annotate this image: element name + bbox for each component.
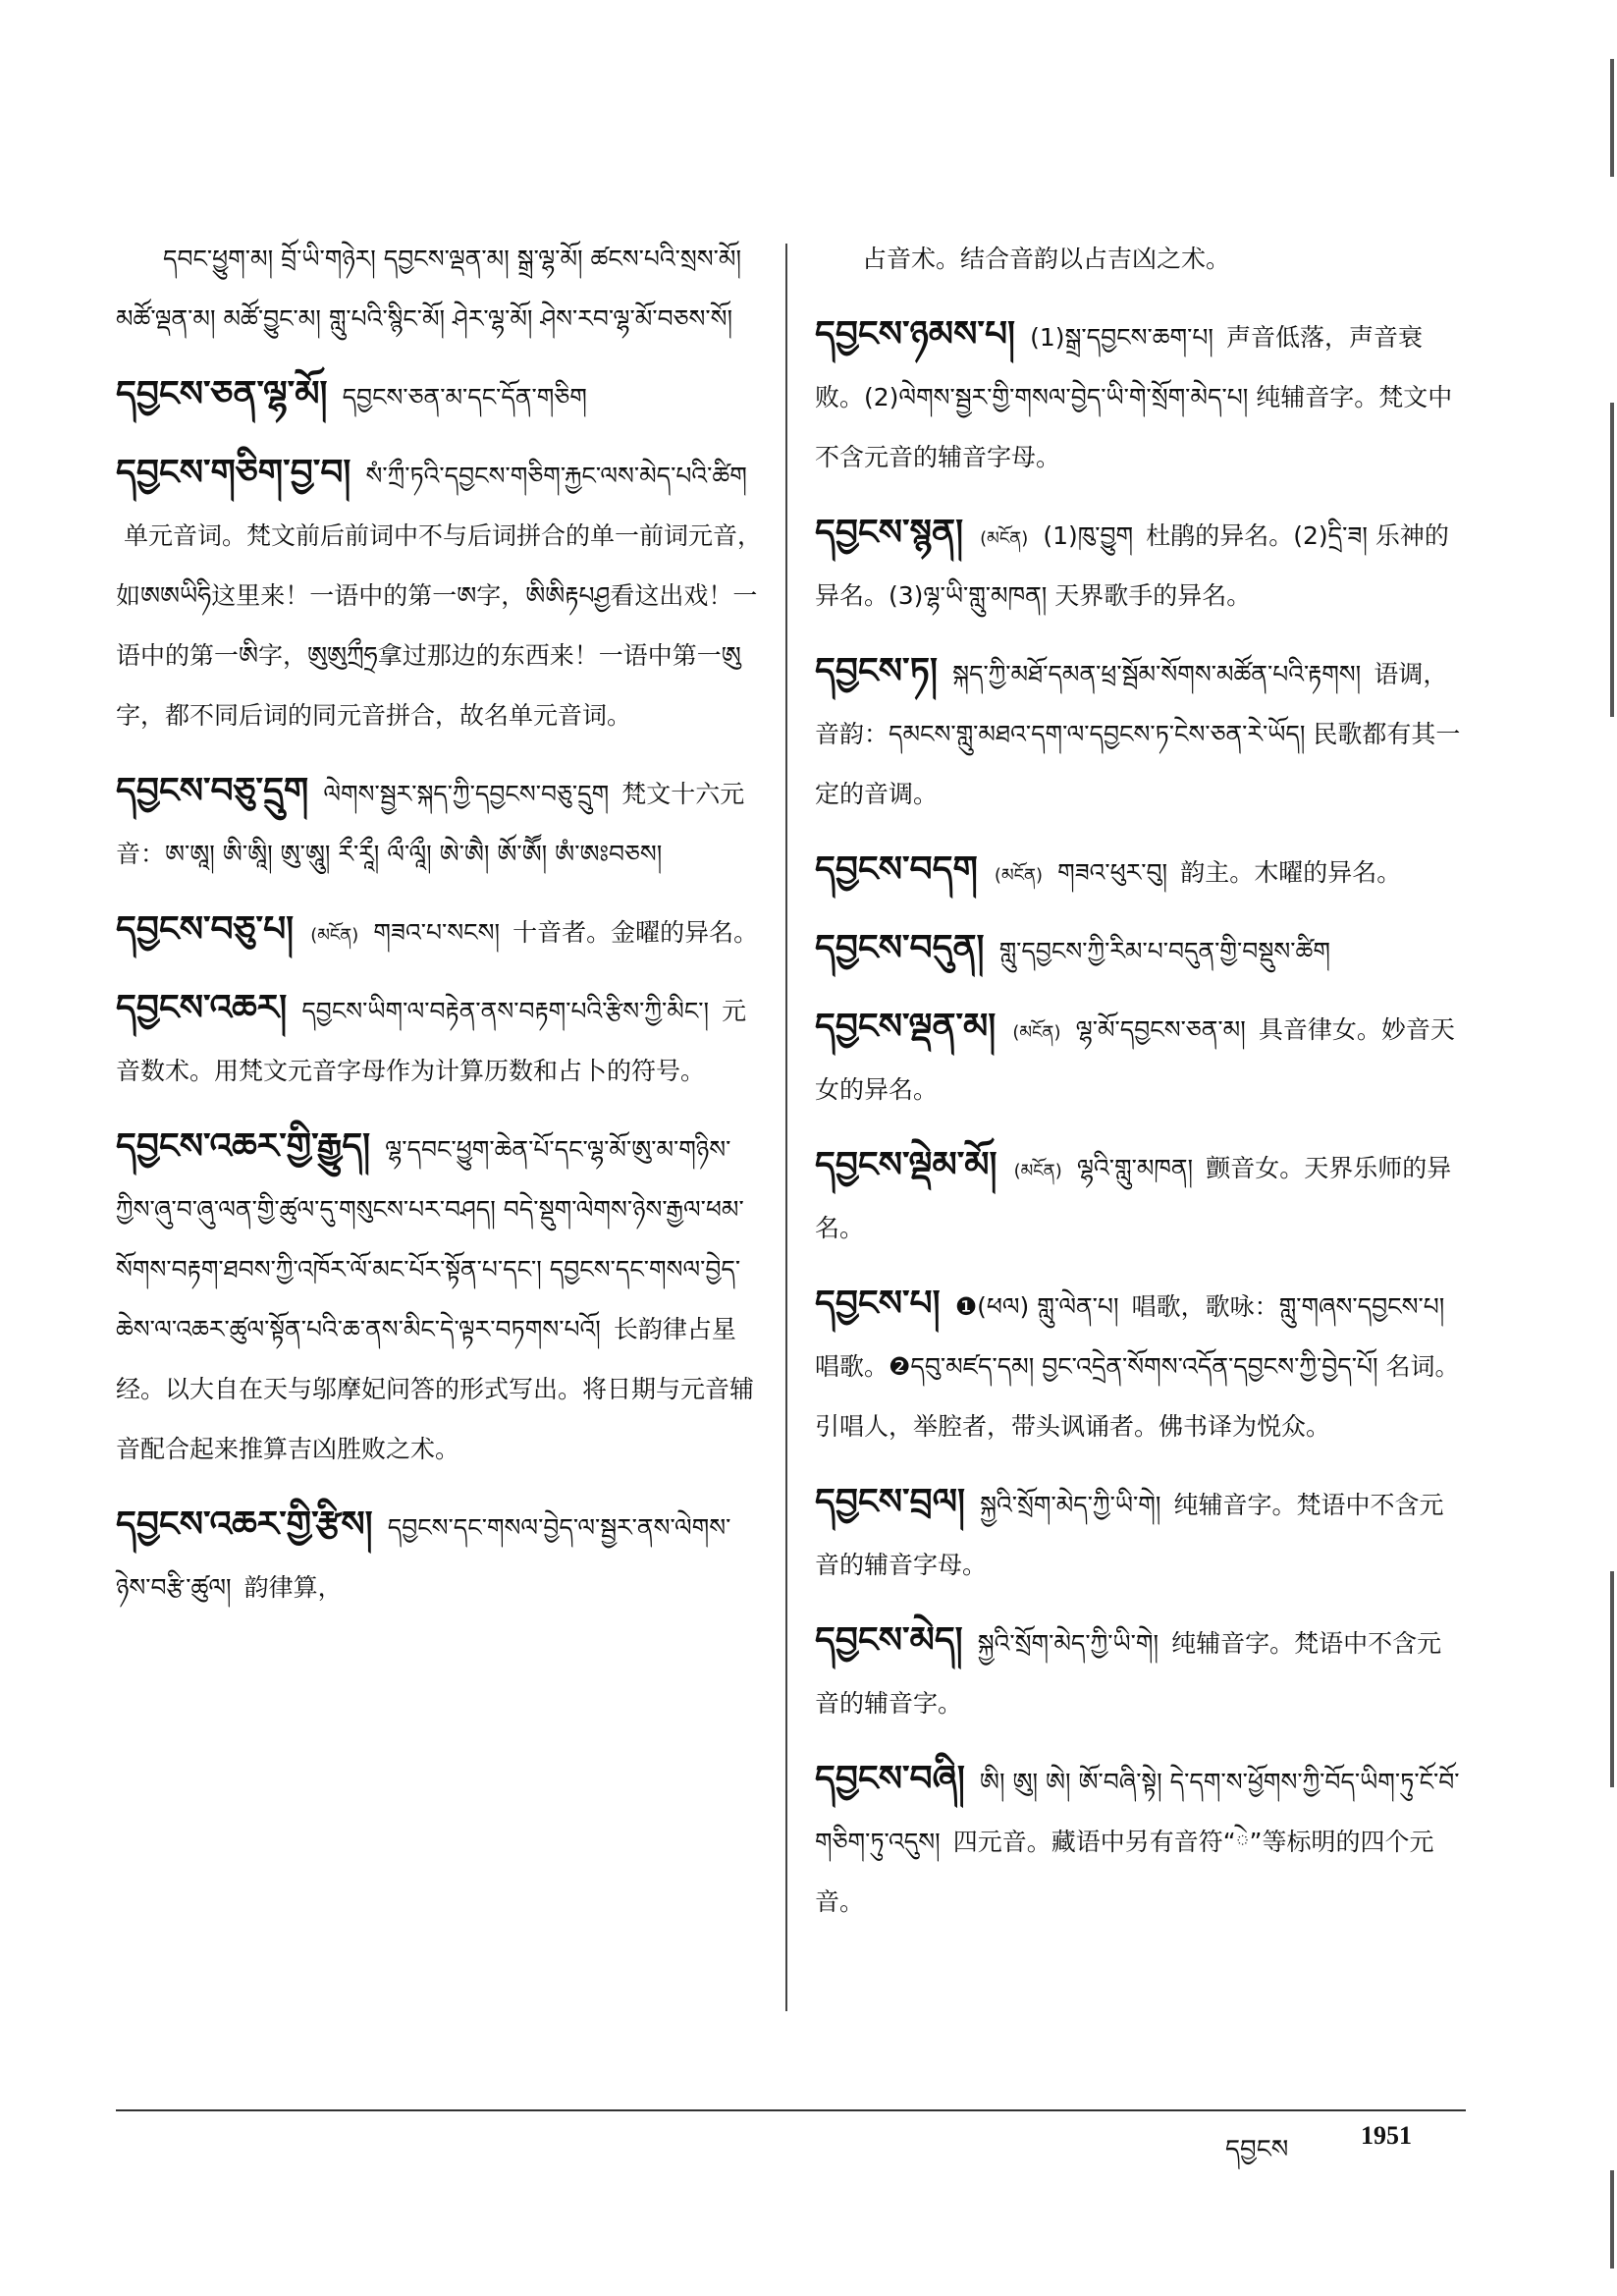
entry-label: (མངོན) — [1012, 1022, 1061, 1043]
entry-chinese: 颤音女。天界乐师的异名。 — [815, 1154, 1452, 1242]
entry-tibetan: (1)སྒྲ་དབྱངས་ཆག་པ། — [1030, 323, 1213, 352]
entry-headword: དབྱངས་ཉམས་པ། — [815, 314, 1016, 355]
entry — [815, 1474, 1463, 1597]
entry — [116, 366, 764, 429]
entry-headword: དབྱངས་ཅན་ལྷ་མོ། — [116, 374, 328, 414]
entry-tibetan: དབྱངས་དང་གསལ་བྱེད་ལ་སྦྱར་ནས་ལེགས་ཉེས་བརྩི་ཚུལ། — [116, 1513, 731, 1602]
entry-headword: དབྱངས་འཆར། — [116, 988, 288, 1028]
entry-headword: དབྱངས་ལྡན་མ། — [815, 1007, 997, 1047]
entry — [116, 231, 764, 351]
entry-chinese: 韵主。木曜的异名。 — [1180, 858, 1402, 887]
entry-chinese: 纯辅音字。梵语中不含元音的辅音字。 — [815, 1629, 1442, 1718]
entry — [815, 842, 1463, 904]
entry-label: (མངོན) — [310, 925, 359, 946]
left-column — [116, 231, 764, 1635]
entry-tibetan: (1)ཁུ་བྱུག — [1043, 521, 1134, 550]
entry-chinese: 声音低落，声音衰败。(2)ལེགས་སྦྱར་གྱི་གསལ་བྱེད་ཡི་གེ་སྲོག་མེད་པ། 纯辅音字。梵文中不含元音的辅音字母。 — [815, 323, 1453, 471]
scan-edge-mark — [1610, 59, 1614, 177]
entry — [815, 1613, 1463, 1735]
scan-edge-mark — [1610, 2170, 1614, 2269]
entry-headword: དབྱངས་བཅུ་པ། — [116, 909, 295, 950]
entry-chinese: 梵文十六元音：ཨ་ཨཱ། ཨི་ཨཱི། ཨུ་ཨཱུ། རྀ་རཱྀ། ལྀ་ལཱྀ། ཨེ་ཨཻ། ཨོ་ཨཽ། ཨཾ་ཨཿབཅས། — [116, 780, 745, 868]
entry-headword: དབྱངས་འཆར་གྱི་རྒྱུད། — [116, 1126, 371, 1167]
entry-label: (མངོན) — [1013, 1161, 1062, 1181]
entry — [815, 643, 1463, 826]
entry-chinese: 单元音词。梵文前后前词中不与后词拼合的单一前词元音，如ཨཨཡིཧི这里来！一语中的第一ཨ字，ཨིཨིརྟཔཤྱ看这出戏！一语中的第一ཨི字，ཨུཨུཀྲྀཧྲ拿过那边的东西来！一语中第一ཨུ字，都不同后词的同元音拼合，故名单元音词。 — [116, 521, 763, 730]
entry-tibetan: སྐྱའི་སྲོག་མེད་ཀྱི་ཡི་གེ། — [977, 1629, 1159, 1658]
entry-headword: དབྱངས་སྙན། — [815, 513, 964, 553]
entry — [815, 920, 1463, 983]
entry-chinese: 韵律算， — [243, 1573, 343, 1602]
scan-edge-mark — [1610, 403, 1614, 717]
entry — [116, 445, 764, 747]
entry — [116, 763, 764, 886]
entry-tibetan: གཟའ་པ་སངས། — [373, 918, 500, 947]
entry-chinese: 纯辅音字。梵语中不含元音的辅音字母。 — [815, 1491, 1444, 1579]
entry-chinese: 唱歌，歌咏：གླུ་གཞས་དབྱངས་པ། 唱歌。❷དབུ་མཛད་དམ། བྱང་འདྲེན་སོགས་འདོན་དབྱངས་ཀྱི་བྱེད་པོ། 名词。引唱人，举腔者，带头讽诵者。佛书译为悦众。 — [815, 1292, 1460, 1441]
entry-headword: དབྱངས་པ། — [815, 1284, 941, 1324]
entry-chinese: 四元音。藏语中另有音符“ེ”等标明的四个元音。 — [815, 1828, 1434, 1916]
entry-tibetan: སྐད་ཀྱི་མཐོ་དམན་ཕྲ་སྦོམ་སོགས་མཚོན་པའི་རྟགས། — [952, 660, 1362, 688]
entry-label: (མངོན) — [980, 528, 1029, 549]
entry — [815, 999, 1463, 1121]
entry-headword: དབྱངས་བཞི། — [815, 1759, 965, 1799]
entry-chinese: 杜鹃的异名。(2)དྲི་ཟ། 乐神的异名。(3)ལྷ་ཡི་གླུ་མཁན། 天界歌手的异名。 — [815, 521, 1449, 610]
entry-headword: དབྱངས་འཆར་གྱི་རྩིས། — [116, 1504, 373, 1545]
entry-chinese: 具音律女。妙音天女的异名。 — [815, 1015, 1455, 1104]
entry-headword: དབྱངས་བདག — [815, 849, 978, 890]
entry-headword: དབྱངས་ལྡེམ་མོ། — [815, 1145, 997, 1185]
entry-tibetan: དབྱངས་ཅན་མ་དང་དོན་གཅིག — [342, 383, 587, 411]
entry-tibetan: ལེགས་སྦྱར་སྐད་ཀྱི་དབྱངས་བཅུ་དྲུག — [323, 780, 610, 808]
entry-chinese: 占音术。结合音韵以占吉凶之术。 — [862, 245, 1231, 273]
entry-label: (མངོན) — [994, 865, 1043, 886]
entry-tibetan: ལྷའི་གླུ་མཁན། — [1076, 1154, 1194, 1182]
entry — [815, 1276, 1463, 1458]
running-head: དབྱངས — [1225, 2135, 1289, 2164]
entry-headword: དབྱངས་བྲལ། — [815, 1482, 966, 1522]
entry — [815, 1751, 1463, 1934]
entry-headword: དབྱངས་བདུན། — [815, 928, 985, 968]
entry — [116, 902, 764, 964]
scan-edge-mark — [1610, 1571, 1614, 1787]
entry-tibetan: ལྷ་མོ་དབྱངས་ཅན་མ། — [1075, 1015, 1246, 1044]
column-divider — [785, 244, 787, 2011]
entry-tibetan: སཾ་ཀྲྀ་ཏའི་དབྱངས་གཅིག་རྐྱང་ལས་མེད་པའི་ཚིག — [365, 462, 747, 490]
entry-tibetan: གཟའ་ཕུར་བུ། — [1057, 858, 1168, 887]
entry-headword: དབྱངས་བཅུ་དྲུག — [116, 771, 309, 811]
entry-chinese: 长韵律占星经。以大自在天与邬摩妃问答的形式写出。将日期与元音辅音配合起来推算吉凶胜败之术。 — [116, 1315, 755, 1463]
page-number: 1951 — [1361, 2121, 1412, 2150]
entry — [116, 1119, 764, 1481]
entry-tibetan: གླུ་དབྱངས་ཀྱི་རིམ་པ་བདུན་གྱི་བསྡུས་ཚིག — [998, 937, 1330, 965]
entry — [815, 505, 1463, 628]
entry-tibetan: ཨི། ཨུ། ཨེ། ཨོ་བཞི་སྟེ། དེ་དག་ས་ཕྱོགས་ཀྱི་བོད་ཡིག་ཏུ་ངོ་བོ་གཅིག་ཏུ་འདུས། — [815, 1768, 1460, 1856]
entry — [815, 231, 1463, 291]
entry-tibetan: ❶(ཕལ) གླུ་ལེན་པ། — [954, 1292, 1119, 1321]
entry-chinese: 元音数术。用梵文元音字母作为计算历数和占卜的符号。 — [116, 997, 747, 1085]
entry-headword: དབྱངས་གཅིག་བྱ་བ། — [116, 453, 351, 493]
entry-tibetan: དབྱངས་ཡིག་ལ་བརྟེན་ནས་བརྟག་པའི་རྩིས་ཀྱི་མིང་། — [301, 997, 710, 1025]
right-column — [815, 231, 1463, 1949]
entry-chinese: 语调，音韵：དམངས་གླུ་མཐའ་དག་ལ་དབྱངས་ཏ་ངེས་ཅན་རེ་ཡོད། 民歌都有其一定的音调。 — [815, 660, 1461, 808]
entry-headword: དབྱངས་ཏ། — [815, 651, 938, 691]
entry — [815, 1137, 1463, 1260]
footer-rule — [116, 2109, 1466, 2111]
entry-tibetan: ལྷ་དབང་ཕྱུག་ཆེན་པོ་དང་ལྷ་མོ་ཨུ་མ་གཉིས་ཀྱིས་ཞུ་བ་ཞུ་ལན་གྱི་ཚུལ་དུ་གསུངས་པར་བཤད། བདེ་སྡུག་ལེགས་ཉེས་རྒྱལ་ཕམ་སོགས་བརྟག་ཐབས་ཀྱི་འཁོར་ལོ་མང་པོར་སྟོན་པ་དང་། དབྱངས་དང་གསལ་བྱེད་ཆེས་ལ་འཆར་ཚུལ་སྟོན་པའི་ཆ་ནས་མིང་དེ་ལྟར་བཏགས་པའོ། — [116, 1135, 744, 1343]
entry-tibetan: དབང་ཕྱུག་མ། བྲོ་ཡི་གཉེར། དབྱངས་ལྡན་མ། སྒྲ་ལྷ་མོ། ཚངས་པའི་སྲས་མོ། མཚོ་ལྡན་མ། མཚོ་བྱུང་མ། གླུ་པའི་སྙིང་མོ། ཤེར་ལྷ་མོ། ཤེས་རབ་ལྷ་མོ་བཅས་སོ། — [116, 245, 742, 333]
entry-headword: དབྱངས་མེད། — [815, 1620, 963, 1661]
entry-chinese: 十音者。金曜的异名。 — [512, 918, 759, 947]
entry — [116, 1497, 764, 1619]
entry — [116, 980, 764, 1103]
entry — [815, 306, 1463, 489]
entry-tibetan: སྐྱའི་སྲོག་མེད་ཀྱི་ཡི་གེ། — [980, 1491, 1161, 1519]
